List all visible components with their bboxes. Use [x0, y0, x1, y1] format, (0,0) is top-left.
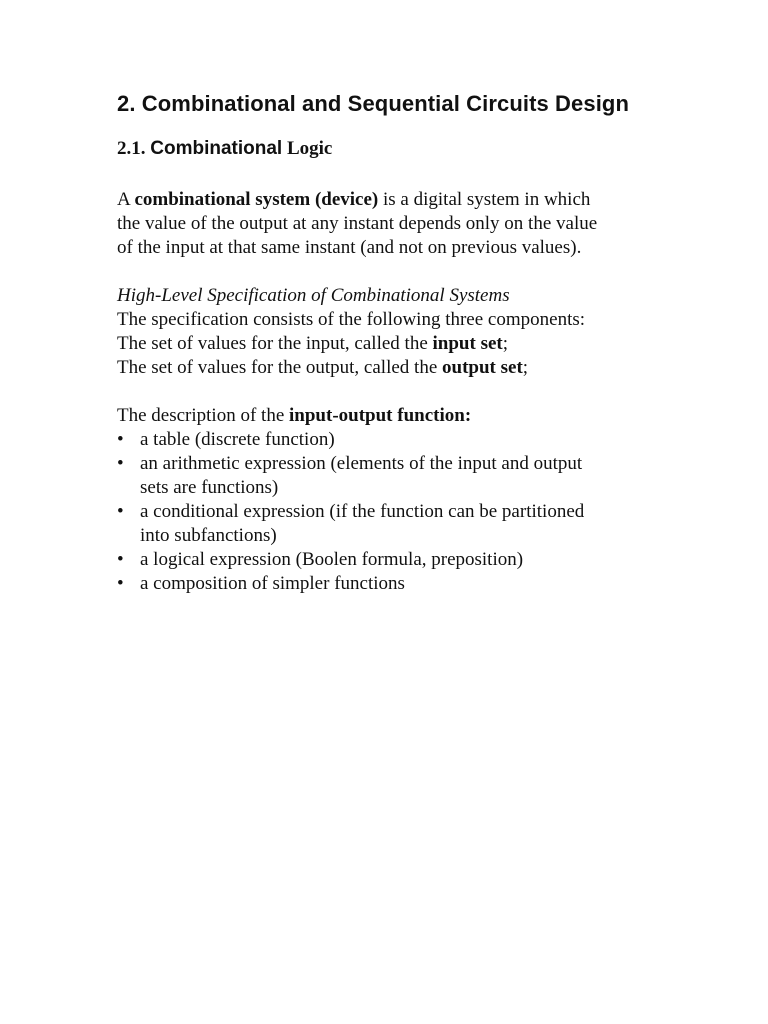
list-item-text-continued: into subfanctions): [140, 525, 277, 546]
specification-heading: High-Level Specification of Combinational Systems: [117, 285, 510, 306]
bullet-icon: •: [117, 549, 124, 570]
input-set-suffix: ;: [502, 333, 509, 354]
list-item-text: a table (discrete function): [140, 429, 335, 450]
description-term: input-output function:: [289, 405, 472, 426]
list-item: [117, 428, 677, 452]
list-item: [117, 452, 677, 500]
description-intro: [117, 404, 677, 428]
specification-intro: The specification consists of the following three components:: [117, 309, 586, 330]
description-section: [117, 404, 677, 596]
output-set-line: [117, 356, 677, 380]
section-heading: [117, 136, 677, 162]
document-body: [117, 88, 677, 596]
section-word-combinational: Combinational: [150, 138, 283, 159]
bullet-icon: •: [117, 573, 124, 594]
list-item-text: a composition of simpler functions: [140, 573, 405, 594]
output-set-prefix: The set of values for the output, called the: [117, 357, 443, 378]
list-item: [117, 572, 677, 596]
output-set-suffix: ;: [522, 357, 529, 378]
definition-line-1: [117, 188, 677, 212]
definition-line-2: the value of the output at any instant depends only on the value: [117, 213, 598, 234]
list-item: [117, 500, 677, 548]
list-item-text-continued: sets are functions): [140, 477, 279, 498]
list-item-text: an arithmetic expression (elements of the input and output: [140, 453, 583, 474]
definition-suffix: is a digital system in which: [378, 189, 591, 210]
input-set-term: input set: [432, 333, 503, 354]
input-set-line: [117, 332, 677, 356]
section-number: 2.1.: [117, 138, 146, 159]
list-item-text: a conditional expression (if the function can be partitioned: [140, 501, 585, 522]
section-word-logic: Logic: [286, 138, 333, 159]
function-forms-list: [117, 428, 677, 596]
bullet-icon: •: [117, 429, 124, 450]
list-item-text: a logical expression (Boolen formula, preposition): [140, 549, 524, 570]
output-set-term: output set: [442, 357, 523, 378]
bullet-icon: •: [117, 501, 124, 522]
page-title: 2. Combinational and Sequential Circuits Design: [117, 91, 629, 116]
definition-line-3: of the input at that same instant (and not on previous values).: [117, 237, 582, 258]
definition-paragraph: [117, 188, 677, 260]
list-item: [117, 548, 677, 572]
specification-section: [117, 284, 677, 380]
input-set-prefix: The set of values for the input, called the: [117, 333, 433, 354]
definition-term: combinational system (device): [134, 189, 379, 210]
bullet-icon: •: [117, 453, 124, 474]
definition-prefix: A: [117, 189, 135, 210]
description-prefix: The description of the: [117, 405, 290, 426]
